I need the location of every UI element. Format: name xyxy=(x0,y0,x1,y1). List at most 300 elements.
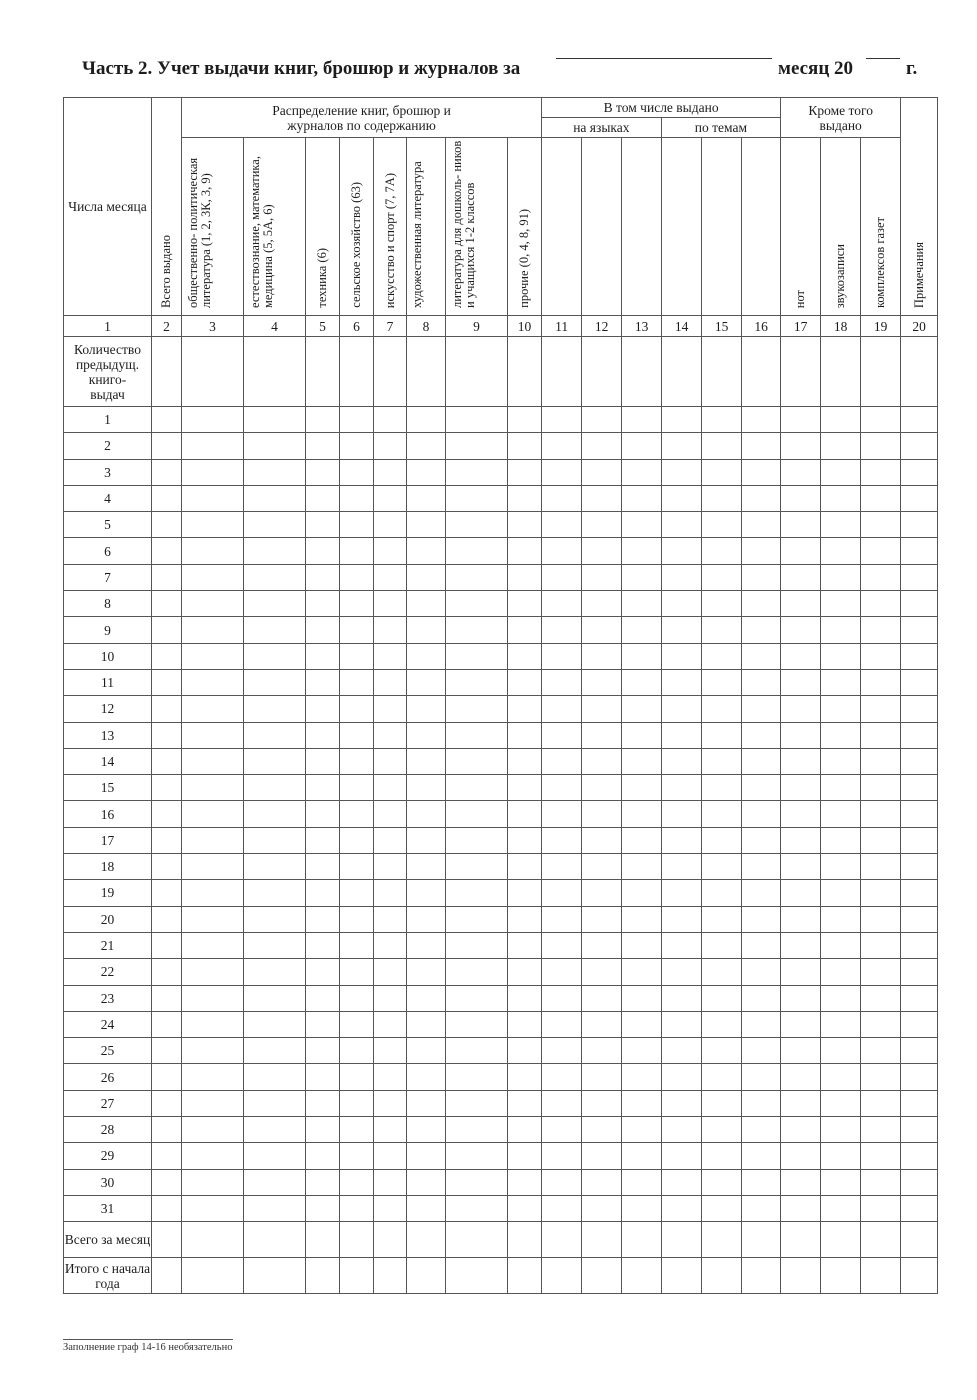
month-total-row-cell-6[interactable] xyxy=(340,1222,374,1258)
day-row-12-cell-11[interactable] xyxy=(542,696,582,722)
day-row-13-cell-17[interactable] xyxy=(781,722,821,748)
day-row-16-cell-15[interactable] xyxy=(702,801,742,827)
day-row-12-cell-18[interactable] xyxy=(821,696,861,722)
day-row-14-cell-13[interactable] xyxy=(622,748,662,774)
day-row-18-cell-11[interactable] xyxy=(542,854,582,880)
day-row-31-cell-16[interactable] xyxy=(742,1195,781,1221)
day-row-11-cell-6[interactable] xyxy=(340,669,374,695)
day-row-22-cell-3[interactable] xyxy=(182,959,244,985)
day-row-21-cell-6[interactable] xyxy=(340,932,374,958)
day-row-12-cell-14[interactable] xyxy=(662,696,702,722)
day-row-15-cell-18[interactable] xyxy=(821,775,861,801)
day-row-14-cell-4[interactable] xyxy=(244,748,306,774)
day-row-30-cell-12[interactable] xyxy=(582,1169,622,1195)
day-row-29-cell-13[interactable] xyxy=(622,1143,662,1169)
day-row-9-cell-11[interactable] xyxy=(542,617,582,643)
day-row-11-cell-16[interactable] xyxy=(742,669,781,695)
day-row-14-cell-19[interactable] xyxy=(861,748,901,774)
day-row-19-cell-17[interactable] xyxy=(781,880,821,906)
day-row-11-cell-3[interactable] xyxy=(182,669,244,695)
day-row-2-cell-19[interactable] xyxy=(861,433,901,459)
day-row-5-cell-6[interactable] xyxy=(340,512,374,538)
day-row-8-cell-6[interactable] xyxy=(340,591,374,617)
day-row-4-cell-12[interactable] xyxy=(582,485,622,511)
previous-issues-cell-9[interactable] xyxy=(446,337,508,407)
day-row-18-cell-15[interactable] xyxy=(702,854,742,880)
day-row-3-cell-13[interactable] xyxy=(622,459,662,485)
day-row-5-cell-15[interactable] xyxy=(702,512,742,538)
day-row-17-cell-4[interactable] xyxy=(244,827,306,853)
day-row-7-cell-5[interactable] xyxy=(306,564,340,590)
day-row-24-cell-11[interactable] xyxy=(542,1011,582,1037)
day-row-23-cell-20[interactable] xyxy=(901,985,938,1011)
day-row-16-cell-20[interactable] xyxy=(901,801,938,827)
month-total-row-cell-8[interactable] xyxy=(407,1222,446,1258)
day-row-3-cell-5[interactable] xyxy=(306,459,340,485)
day-row-31-cell-6[interactable] xyxy=(340,1195,374,1221)
day-row-22-cell-4[interactable] xyxy=(244,959,306,985)
day-row-28-cell-10[interactable] xyxy=(508,1117,542,1143)
previous-issues-cell-8[interactable] xyxy=(407,337,446,407)
day-row-15-cell-7[interactable] xyxy=(374,775,407,801)
day-row-4-cell-8[interactable] xyxy=(407,485,446,511)
day-row-30-cell-5[interactable] xyxy=(306,1169,340,1195)
day-row-2-cell-3[interactable] xyxy=(182,433,244,459)
day-row-13-cell-8[interactable] xyxy=(407,722,446,748)
day-row-25-cell-13[interactable] xyxy=(622,1038,662,1064)
day-row-29-cell-5[interactable] xyxy=(306,1143,340,1169)
day-row-19-cell-20[interactable] xyxy=(901,880,938,906)
year-total-row-cell-20[interactable] xyxy=(901,1258,938,1294)
day-row-7-cell-18[interactable] xyxy=(821,564,861,590)
day-row-17-cell-11[interactable] xyxy=(542,827,582,853)
day-row-3-cell-4[interactable] xyxy=(244,459,306,485)
day-row-10-cell-9[interactable] xyxy=(446,643,508,669)
day-row-4-cell-16[interactable] xyxy=(742,485,781,511)
day-row-10-cell-3[interactable] xyxy=(182,643,244,669)
day-row-25-cell-6[interactable] xyxy=(340,1038,374,1064)
day-row-9-cell-2[interactable] xyxy=(152,617,182,643)
day-row-18-cell-19[interactable] xyxy=(861,854,901,880)
day-row-3-cell-10[interactable] xyxy=(508,459,542,485)
day-row-14-cell-14[interactable] xyxy=(662,748,702,774)
day-row-28-cell-13[interactable] xyxy=(622,1117,662,1143)
day-row-27-cell-18[interactable] xyxy=(821,1090,861,1116)
month-total-row-cell-19[interactable] xyxy=(861,1222,901,1258)
day-row-16-cell-10[interactable] xyxy=(508,801,542,827)
day-row-3-cell-9[interactable] xyxy=(446,459,508,485)
day-row-4-cell-5[interactable] xyxy=(306,485,340,511)
day-row-21-cell-20[interactable] xyxy=(901,932,938,958)
day-row-28-cell-11[interactable] xyxy=(542,1117,582,1143)
day-row-4-cell-10[interactable] xyxy=(508,485,542,511)
day-row-12-cell-3[interactable] xyxy=(182,696,244,722)
day-row-20-cell-5[interactable] xyxy=(306,906,340,932)
day-row-20-cell-6[interactable] xyxy=(340,906,374,932)
day-row-7-cell-13[interactable] xyxy=(622,564,662,590)
day-row-6-cell-5[interactable] xyxy=(306,538,340,564)
day-row-8-cell-2[interactable] xyxy=(152,591,182,617)
day-row-10-cell-13[interactable] xyxy=(622,643,662,669)
day-row-4-cell-15[interactable] xyxy=(702,485,742,511)
day-row-24-cell-18[interactable] xyxy=(821,1011,861,1037)
day-row-11-cell-11[interactable] xyxy=(542,669,582,695)
day-row-2-cell-12[interactable] xyxy=(582,433,622,459)
day-row-8-cell-11[interactable] xyxy=(542,591,582,617)
day-row-29-cell-8[interactable] xyxy=(407,1143,446,1169)
year-total-row-cell-4[interactable] xyxy=(244,1258,306,1294)
day-row-22-cell-11[interactable] xyxy=(542,959,582,985)
day-row-29-cell-19[interactable] xyxy=(861,1143,901,1169)
day-row-31-cell-2[interactable] xyxy=(152,1195,182,1221)
day-row-10-cell-5[interactable] xyxy=(306,643,340,669)
day-row-27-cell-2[interactable] xyxy=(152,1090,182,1116)
day-row-29-cell-12[interactable] xyxy=(582,1143,622,1169)
day-row-18-cell-17[interactable] xyxy=(781,854,821,880)
day-row-29-cell-14[interactable] xyxy=(662,1143,702,1169)
year-total-row-cell-9[interactable] xyxy=(446,1258,508,1294)
day-row-15-cell-13[interactable] xyxy=(622,775,662,801)
day-row-31-cell-17[interactable] xyxy=(781,1195,821,1221)
day-row-11-cell-14[interactable] xyxy=(662,669,702,695)
day-row-25-cell-5[interactable] xyxy=(306,1038,340,1064)
previous-issues-cell-10[interactable] xyxy=(508,337,542,407)
day-row-15-cell-9[interactable] xyxy=(446,775,508,801)
day-row-27-cell-16[interactable] xyxy=(742,1090,781,1116)
day-row-11-cell-12[interactable] xyxy=(582,669,622,695)
day-row-19-cell-8[interactable] xyxy=(407,880,446,906)
year-total-row-cell-3[interactable] xyxy=(182,1258,244,1294)
day-row-19-cell-3[interactable] xyxy=(182,880,244,906)
day-row-31-cell-12[interactable] xyxy=(582,1195,622,1221)
day-row-21-cell-13[interactable] xyxy=(622,932,662,958)
day-row-25-cell-18[interactable] xyxy=(821,1038,861,1064)
day-row-20-cell-9[interactable] xyxy=(446,906,508,932)
day-row-31-cell-5[interactable] xyxy=(306,1195,340,1221)
day-row-15-cell-3[interactable] xyxy=(182,775,244,801)
day-row-19-cell-5[interactable] xyxy=(306,880,340,906)
day-row-2-cell-10[interactable] xyxy=(508,433,542,459)
day-row-5-cell-14[interactable] xyxy=(662,512,702,538)
day-row-28-cell-20[interactable] xyxy=(901,1117,938,1143)
day-row-3-cell-14[interactable] xyxy=(662,459,702,485)
day-row-14-cell-9[interactable] xyxy=(446,748,508,774)
day-row-25-cell-4[interactable] xyxy=(244,1038,306,1064)
day-row-25-cell-3[interactable] xyxy=(182,1038,244,1064)
day-row-13-cell-10[interactable] xyxy=(508,722,542,748)
day-row-19-cell-16[interactable] xyxy=(742,880,781,906)
previous-issues-cell-11[interactable] xyxy=(542,337,582,407)
day-row-31-cell-7[interactable] xyxy=(374,1195,407,1221)
day-row-16-cell-7[interactable] xyxy=(374,801,407,827)
day-row-25-cell-16[interactable] xyxy=(742,1038,781,1064)
day-row-20-cell-18[interactable] xyxy=(821,906,861,932)
day-row-9-cell-3[interactable] xyxy=(182,617,244,643)
day-row-4-cell-6[interactable] xyxy=(340,485,374,511)
year-total-row-cell-17[interactable] xyxy=(781,1258,821,1294)
day-row-26-cell-4[interactable] xyxy=(244,1064,306,1090)
day-row-5-cell-5[interactable] xyxy=(306,512,340,538)
day-row-24-cell-16[interactable] xyxy=(742,1011,781,1037)
day-row-26-cell-11[interactable] xyxy=(542,1064,582,1090)
day-row-12-cell-17[interactable] xyxy=(781,696,821,722)
previous-issues-cell-17[interactable] xyxy=(781,337,821,407)
day-row-6-cell-18[interactable] xyxy=(821,538,861,564)
day-row-29-cell-7[interactable] xyxy=(374,1143,407,1169)
day-row-21-cell-17[interactable] xyxy=(781,932,821,958)
day-row-17-cell-2[interactable] xyxy=(152,827,182,853)
day-row-3-cell-15[interactable] xyxy=(702,459,742,485)
day-row-30-cell-9[interactable] xyxy=(446,1169,508,1195)
day-row-26-cell-7[interactable] xyxy=(374,1064,407,1090)
day-row-18-cell-3[interactable] xyxy=(182,854,244,880)
day-row-15-cell-16[interactable] xyxy=(742,775,781,801)
day-row-5-cell-2[interactable] xyxy=(152,512,182,538)
day-row-25-cell-20[interactable] xyxy=(901,1038,938,1064)
day-row-1-cell-14[interactable] xyxy=(662,407,702,433)
day-row-13-cell-11[interactable] xyxy=(542,722,582,748)
day-row-26-cell-12[interactable] xyxy=(582,1064,622,1090)
day-row-3-cell-17[interactable] xyxy=(781,459,821,485)
previous-issues-cell-4[interactable] xyxy=(244,337,306,407)
day-row-15-cell-2[interactable] xyxy=(152,775,182,801)
day-row-1-cell-16[interactable] xyxy=(742,407,781,433)
day-row-6-cell-15[interactable] xyxy=(702,538,742,564)
day-row-23-cell-6[interactable] xyxy=(340,985,374,1011)
day-row-1-cell-15[interactable] xyxy=(702,407,742,433)
day-row-24-cell-17[interactable] xyxy=(781,1011,821,1037)
day-row-9-cell-15[interactable] xyxy=(702,617,742,643)
day-row-25-cell-2[interactable] xyxy=(152,1038,182,1064)
day-row-30-cell-8[interactable] xyxy=(407,1169,446,1195)
year-total-row-cell-8[interactable] xyxy=(407,1258,446,1294)
previous-issues-cell-6[interactable] xyxy=(340,337,374,407)
day-row-27-cell-4[interactable] xyxy=(244,1090,306,1116)
day-row-11-cell-20[interactable] xyxy=(901,669,938,695)
day-row-19-cell-7[interactable] xyxy=(374,880,407,906)
day-row-15-cell-14[interactable] xyxy=(662,775,702,801)
day-row-28-cell-14[interactable] xyxy=(662,1117,702,1143)
day-row-8-cell-19[interactable] xyxy=(861,591,901,617)
day-row-23-cell-3[interactable] xyxy=(182,985,244,1011)
day-row-7-cell-20[interactable] xyxy=(901,564,938,590)
day-row-17-cell-20[interactable] xyxy=(901,827,938,853)
day-row-24-cell-20[interactable] xyxy=(901,1011,938,1037)
day-row-2-cell-8[interactable] xyxy=(407,433,446,459)
day-row-6-cell-20[interactable] xyxy=(901,538,938,564)
day-row-5-cell-18[interactable] xyxy=(821,512,861,538)
day-row-16-cell-13[interactable] xyxy=(622,801,662,827)
day-row-4-cell-9[interactable] xyxy=(446,485,508,511)
day-row-12-cell-19[interactable] xyxy=(861,696,901,722)
day-row-19-cell-18[interactable] xyxy=(821,880,861,906)
day-row-22-cell-13[interactable] xyxy=(622,959,662,985)
day-row-8-cell-5[interactable] xyxy=(306,591,340,617)
day-row-8-cell-8[interactable] xyxy=(407,591,446,617)
year-total-row-cell-10[interactable] xyxy=(508,1258,542,1294)
day-row-24-cell-2[interactable] xyxy=(152,1011,182,1037)
year-total-row-cell-14[interactable] xyxy=(662,1258,702,1294)
day-row-18-cell-20[interactable] xyxy=(901,854,938,880)
day-row-16-cell-9[interactable] xyxy=(446,801,508,827)
day-row-7-cell-2[interactable] xyxy=(152,564,182,590)
day-row-20-cell-19[interactable] xyxy=(861,906,901,932)
day-row-1-cell-5[interactable] xyxy=(306,407,340,433)
day-row-7-cell-15[interactable] xyxy=(702,564,742,590)
year-total-row-cell-15[interactable] xyxy=(702,1258,742,1294)
day-row-27-cell-20[interactable] xyxy=(901,1090,938,1116)
day-row-24-cell-15[interactable] xyxy=(702,1011,742,1037)
day-row-30-cell-20[interactable] xyxy=(901,1169,938,1195)
month-blank-field[interactable] xyxy=(556,58,772,59)
day-row-4-cell-4[interactable] xyxy=(244,485,306,511)
day-row-20-cell-4[interactable] xyxy=(244,906,306,932)
day-row-20-cell-15[interactable] xyxy=(702,906,742,932)
year-blank-field[interactable] xyxy=(866,58,900,59)
day-row-26-cell-6[interactable] xyxy=(340,1064,374,1090)
day-row-12-cell-2[interactable] xyxy=(152,696,182,722)
day-row-27-cell-17[interactable] xyxy=(781,1090,821,1116)
day-row-7-cell-6[interactable] xyxy=(340,564,374,590)
day-row-13-cell-16[interactable] xyxy=(742,722,781,748)
previous-issues-cell-16[interactable] xyxy=(742,337,781,407)
day-row-10-cell-2[interactable] xyxy=(152,643,182,669)
day-row-14-cell-5[interactable] xyxy=(306,748,340,774)
day-row-24-cell-14[interactable] xyxy=(662,1011,702,1037)
day-row-16-cell-16[interactable] xyxy=(742,801,781,827)
day-row-21-cell-3[interactable] xyxy=(182,932,244,958)
day-row-6-cell-3[interactable] xyxy=(182,538,244,564)
day-row-25-cell-15[interactable] xyxy=(702,1038,742,1064)
day-row-9-cell-5[interactable] xyxy=(306,617,340,643)
day-row-28-cell-17[interactable] xyxy=(781,1117,821,1143)
day-row-12-cell-8[interactable] xyxy=(407,696,446,722)
day-row-28-cell-12[interactable] xyxy=(582,1117,622,1143)
day-row-13-cell-7[interactable] xyxy=(374,722,407,748)
day-row-1-cell-20[interactable] xyxy=(901,407,938,433)
day-row-29-cell-6[interactable] xyxy=(340,1143,374,1169)
day-row-20-cell-16[interactable] xyxy=(742,906,781,932)
month-total-row-cell-12[interactable] xyxy=(582,1222,622,1258)
day-row-29-cell-2[interactable] xyxy=(152,1143,182,1169)
day-row-16-cell-14[interactable] xyxy=(662,801,702,827)
day-row-26-cell-20[interactable] xyxy=(901,1064,938,1090)
day-row-8-cell-9[interactable] xyxy=(446,591,508,617)
day-row-3-cell-12[interactable] xyxy=(582,459,622,485)
day-row-2-cell-4[interactable] xyxy=(244,433,306,459)
day-row-11-cell-5[interactable] xyxy=(306,669,340,695)
day-row-26-cell-13[interactable] xyxy=(622,1064,662,1090)
day-row-27-cell-13[interactable] xyxy=(622,1090,662,1116)
day-row-27-cell-14[interactable] xyxy=(662,1090,702,1116)
day-row-17-cell-5[interactable] xyxy=(306,827,340,853)
day-row-3-cell-7[interactable] xyxy=(374,459,407,485)
day-row-1-cell-8[interactable] xyxy=(407,407,446,433)
day-row-28-cell-18[interactable] xyxy=(821,1117,861,1143)
day-row-12-cell-5[interactable] xyxy=(306,696,340,722)
day-row-2-cell-2[interactable] xyxy=(152,433,182,459)
day-row-2-cell-13[interactable] xyxy=(622,433,662,459)
day-row-28-cell-4[interactable] xyxy=(244,1117,306,1143)
day-row-18-cell-13[interactable] xyxy=(622,854,662,880)
day-row-21-cell-19[interactable] xyxy=(861,932,901,958)
day-row-18-cell-14[interactable] xyxy=(662,854,702,880)
day-row-22-cell-17[interactable] xyxy=(781,959,821,985)
year-total-row-cell-12[interactable] xyxy=(582,1258,622,1294)
day-row-7-cell-12[interactable] xyxy=(582,564,622,590)
day-row-9-cell-6[interactable] xyxy=(340,617,374,643)
day-row-1-cell-11[interactable] xyxy=(542,407,582,433)
day-row-7-cell-14[interactable] xyxy=(662,564,702,590)
day-row-12-cell-12[interactable] xyxy=(582,696,622,722)
day-row-31-cell-13[interactable] xyxy=(622,1195,662,1221)
day-row-28-cell-6[interactable] xyxy=(340,1117,374,1143)
day-row-12-cell-16[interactable] xyxy=(742,696,781,722)
day-row-5-cell-10[interactable] xyxy=(508,512,542,538)
day-row-11-cell-7[interactable] xyxy=(374,669,407,695)
day-row-2-cell-15[interactable] xyxy=(702,433,742,459)
year-total-row-cell-19[interactable] xyxy=(861,1258,901,1294)
day-row-22-cell-16[interactable] xyxy=(742,959,781,985)
day-row-17-cell-17[interactable] xyxy=(781,827,821,853)
month-total-row-cell-18[interactable] xyxy=(821,1222,861,1258)
day-row-21-cell-11[interactable] xyxy=(542,932,582,958)
day-row-5-cell-8[interactable] xyxy=(407,512,446,538)
day-row-24-cell-19[interactable] xyxy=(861,1011,901,1037)
day-row-6-cell-19[interactable] xyxy=(861,538,901,564)
day-row-16-cell-2[interactable] xyxy=(152,801,182,827)
day-row-14-cell-17[interactable] xyxy=(781,748,821,774)
day-row-14-cell-10[interactable] xyxy=(508,748,542,774)
day-row-26-cell-15[interactable] xyxy=(702,1064,742,1090)
day-row-8-cell-16[interactable] xyxy=(742,591,781,617)
day-row-31-cell-9[interactable] xyxy=(446,1195,508,1221)
year-total-row-cell-5[interactable] xyxy=(306,1258,340,1294)
day-row-27-cell-5[interactable] xyxy=(306,1090,340,1116)
day-row-3-cell-20[interactable] xyxy=(901,459,938,485)
previous-issues-cell-7[interactable] xyxy=(374,337,407,407)
day-row-22-cell-5[interactable] xyxy=(306,959,340,985)
day-row-21-cell-7[interactable] xyxy=(374,932,407,958)
day-row-29-cell-20[interactable] xyxy=(901,1143,938,1169)
day-row-13-cell-3[interactable] xyxy=(182,722,244,748)
day-row-23-cell-10[interactable] xyxy=(508,985,542,1011)
day-row-15-cell-12[interactable] xyxy=(582,775,622,801)
day-row-9-cell-9[interactable] xyxy=(446,617,508,643)
month-total-row-cell-16[interactable] xyxy=(742,1222,781,1258)
day-row-16-cell-6[interactable] xyxy=(340,801,374,827)
day-row-26-cell-19[interactable] xyxy=(861,1064,901,1090)
day-row-25-cell-10[interactable] xyxy=(508,1038,542,1064)
day-row-28-cell-5[interactable] xyxy=(306,1117,340,1143)
day-row-11-cell-18[interactable] xyxy=(821,669,861,695)
day-row-16-cell-4[interactable] xyxy=(244,801,306,827)
day-row-23-cell-17[interactable] xyxy=(781,985,821,1011)
day-row-23-cell-2[interactable] xyxy=(152,985,182,1011)
day-row-26-cell-10[interactable] xyxy=(508,1064,542,1090)
day-row-2-cell-7[interactable] xyxy=(374,433,407,459)
day-row-17-cell-7[interactable] xyxy=(374,827,407,853)
day-row-9-cell-10[interactable] xyxy=(508,617,542,643)
day-row-7-cell-3[interactable] xyxy=(182,564,244,590)
day-row-9-cell-4[interactable] xyxy=(244,617,306,643)
day-row-29-cell-10[interactable] xyxy=(508,1143,542,1169)
day-row-13-cell-9[interactable] xyxy=(446,722,508,748)
day-row-27-cell-9[interactable] xyxy=(446,1090,508,1116)
day-row-20-cell-8[interactable] xyxy=(407,906,446,932)
day-row-30-cell-6[interactable] xyxy=(340,1169,374,1195)
day-row-30-cell-17[interactable] xyxy=(781,1169,821,1195)
